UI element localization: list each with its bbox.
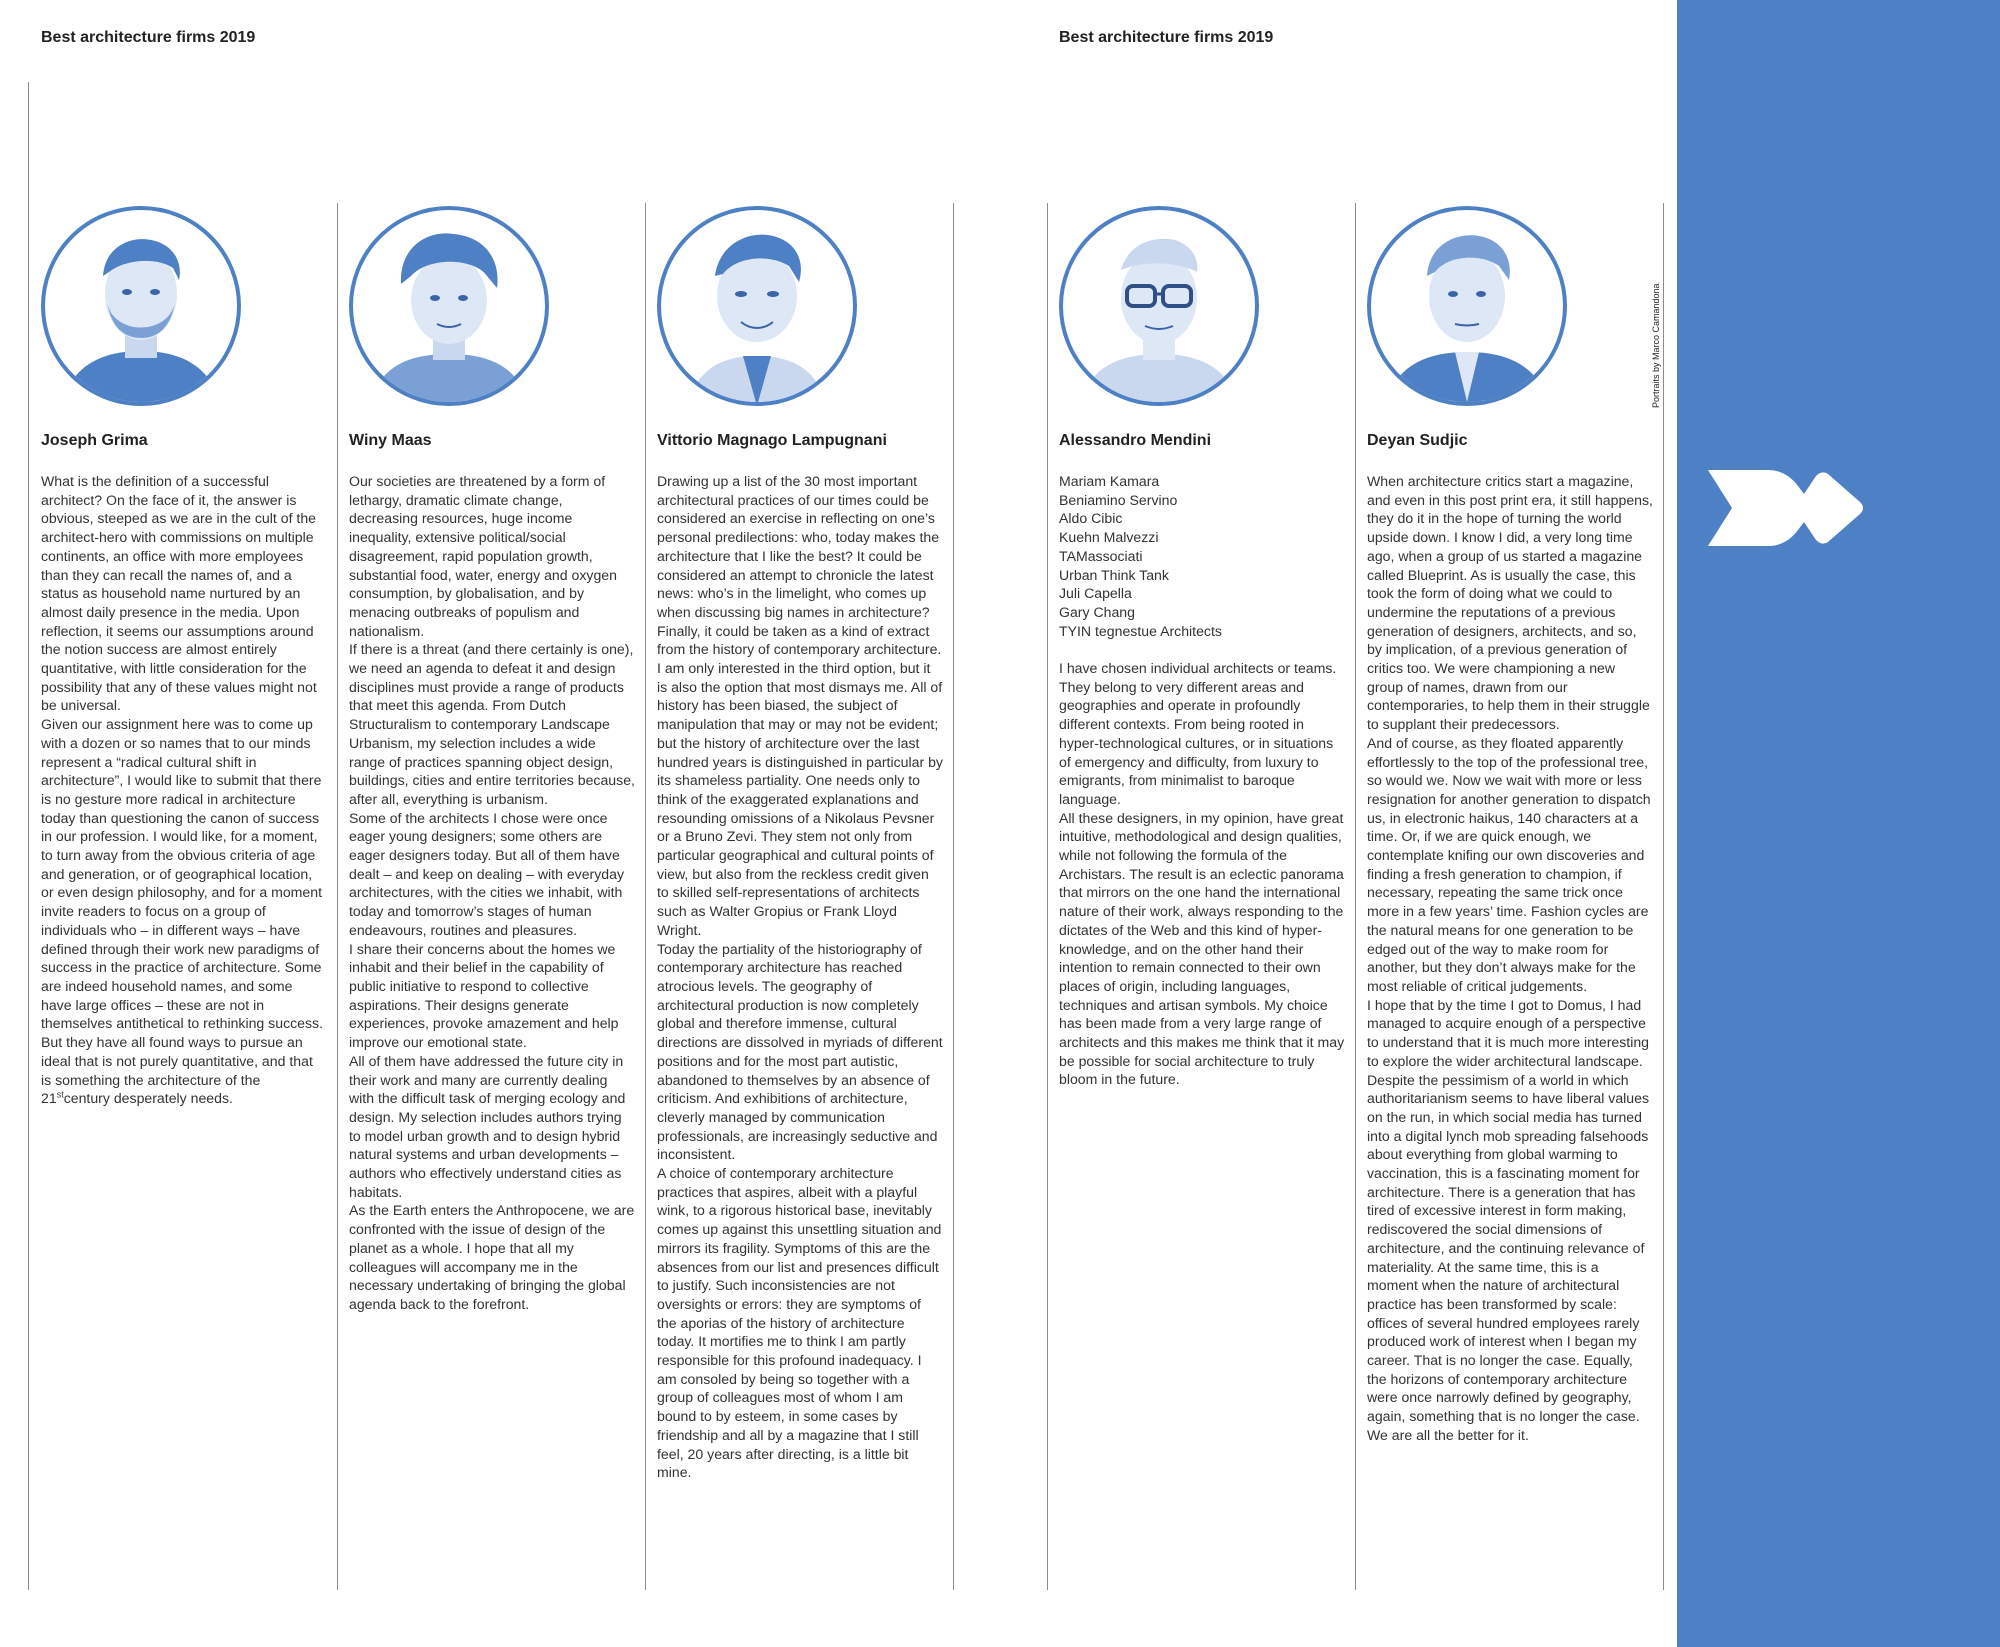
list-item: Aldo Cibic [1059,510,1123,527]
paragraph [41,715,325,1108]
portrait-illustration [41,206,241,406]
contributor-column [1367,206,1653,1445]
list-item: Beniamino Servino [1059,491,1178,508]
column-divider [1663,203,1664,1590]
contributor-name: Vittorio Magnago Lampugnani [657,432,887,449]
running-head-right: Best architecture firms 2019 [1059,29,1274,46]
portrait-illustration [657,206,857,406]
portrait-illustration [1367,206,1567,406]
ordinal-suffix: st [56,1089,64,1100]
list-item: Urban Think Tank [1059,566,1169,583]
paragraph-text: desperately needs. [113,1090,233,1107]
contributor-text [1059,472,1345,1089]
list-item: TAMassociati [1059,547,1143,564]
list-item: Mariam Kamara [1059,473,1160,489]
paragraph: And of course, as they floated apparently effortlessly to the top of the professional tree, so would we. Now we wait with more or less resignation for another generation to dispatch us, in electronic haikus, 140 characters at a time. Or, if we are quick enough, we contemplate knifing our own discoveries and finding a fresh generation to champion, if necessary, repeating the same trick once more in a few years’ time. Fashion cycles are the natural means for one generation to be edged out of the way to make room for another, but they don’t always make for the most reliable of critical judgements. [1367,734,1651,994]
list-item: Juli Capella [1059,585,1132,602]
contributor-name: Deyan Sudjic [1367,432,1468,449]
paragraph: Some of the architects I chose were once eager young designers; some others are eager designers today. But all of them have dealt – and keep on dealing – with everyday architectures, with the cities we inhabit, with today and tomorrow’s stages of human endeavours, routines and pleasures. [349,809,625,938]
contributor-column [41,206,325,1108]
arrow-right-icon[interactable] [1708,470,1864,546]
paragraph: I share their concerns about the homes we inhabit and their belief in the capability of public initiative to respond to collective aspirations. Their designs generate experiences, provoke amazement and help improve our emotional state. [349,940,619,1051]
running-head-left: Best architecture firms 2019 [41,29,256,46]
contributor-column [657,206,943,1482]
contributor-text [657,472,943,1482]
paragraph: Our societies are threatened by a form of lethargy, dramatic climate change, decreasing resources, huge income inequality, extensive political/social disagreement, rapid population growth, substantial food, water, energy and oxygen consumption, by globalisation, and by menacing outbreaks of populism and nationalism. [349,473,617,639]
paragraph: I am only interested in the third option, but it is also the option that most dismays me. All of history has been biased, the subject of manipulation that may or may not be evident; but the history of architecture over the last hundred years is distinguished in particular by its shameless partiality. One needs only to think of the exaggerated explanations and resounding omissions of a Nikolaus Pevsner or a Bruno Zevi. They stem not only from particular geographical and cultural points of view, but also from the reckless credit given to skilled self-representations of architects such as Walter Gropius or Frank Lloyd Wright. [657,660,943,938]
paragraph-text: century [63,1090,110,1107]
list-item: Gary Chang [1059,603,1135,620]
paragraph: As the Earth enters the Anthropocene, we are confronted with the issue of design of the planet as a whole. I hope that all my colleagues will accompany me in the necessary undertaking of bringing the global agenda back to the forefront. [349,1202,635,1312]
list-item: Kuehn Malvezzi [1059,529,1159,546]
portrait-illustration [349,206,549,406]
paragraph: All of them have addressed the future city in their work and many are currently dealing with the difficult task of merging ecology and design. My selection includes authors trying to model urban growth and to design hybrid natural systems and urban developments – authors who effectively understand cities as habitats. [349,1052,626,1200]
portrait-credit: Portraits by Marco Camandona [1651,283,1661,408]
paragraph-text: Given our assignment here was to come up with a dozen or so names that to our minds represent a “radical cultural shift in architecture”, I would like to submit that there is no gesture more radical in architecture today than questioning the canon of success in our profession. I would like, for a moment, to turn away from the obvious criteria of age and generation, or of geographical location, or even design philosophy, and for a moment invite readers to focus on a group of individuals who – in different ways – have defined through their work new paradigms of success in the practice of architecture. Some are indeed household names, and some have large offices – these are not in themselves antithetical to rethinking success. But they have all found ways to pursue an ideal that is not purely quantitative, and that is something the architecture of the 21 [41,716,324,1107]
column-divider [953,203,954,1590]
paragraph: I have chosen individual architects or teams. They belong to very different areas and geographies and operate in profoundly different contexts. From being rooted in hyper-technological cultures, or in situations of emergency and difficulty, from luxury to emigrants, from minimalist to baroque language. [1059,660,1337,807]
portrait-illustration [1059,206,1259,406]
paragraph: A choice of contemporary architecture practices that aspires, albeit with a playful wink, to a rigorous historical base, inevitably comes up against this unsettling situation and mirrors its fragility. Symptoms of this are the absences from our list and presences difficult to justify. Such inconsistencies are not oversights or errors: they are symptoms of the aporias of the history of architecture today. It mortifies me to think I am partly responsible for this profound inadequacy. I am consoled by being so together with a group of colleagues most of whom I am bound to by esteem, in some cases by friendship and all by a magazine that I still feel, 20 years after directing, is a little bit mine. [657,1165,942,1481]
paragraph: All these designers, in my opinion, have great intuitive, methodological and design qualities, while not following the formula of the Archistars. The result is an eclectic panorama that mirrors on the one hand the international nature of their work, always responding to the dictates of the Web and this kind of hyper-knowledge, and on the other hand their intention to remain connected to their own places of origin, including languages, techniques and artisan symbols. My choice has been made from a very large range of architects and this makes me think that it may be possible for social architecture to truly bloom in the future. [1059,809,1345,1088]
contributor-text [1367,472,1653,1445]
contributor-text [41,472,325,1108]
paragraph: If there is a threat (and there certainly is one), we need an agenda to defeat it and design disciplines must provide a range of products that meet this agenda. From Dutch Structuralism to contemporary Landscape Urbanism, my selection includes a wide range of practices spanning object design, buildings, cities and entire territories because, after all, everything is urbanism. [349,641,635,807]
paragraph: Drawing up a list of the 30 most important architectural practices of our times could be considered an exercise in reflecting on one’s personal predilections: who, today makes the architecture that I like the best? It could be considered an attempt to chronicle the latest news: who’s in the limelight, who comes up when discussing big names in architecture? Finally, it could be taken as a kind of extract from the history of contemporary architecture. [657,473,942,658]
column-divider [1047,203,1048,1590]
column-divider [645,203,646,1590]
contributor-name: Joseph Grima [41,432,148,449]
architect-list [1059,472,1345,640]
paragraph: When architecture critics start a magazine, and even in this post print era, it still happens, they do it in the hope of turning the world upside down. I know I did, a very long time ago, when a group of us started a magazine called Blueprint. As is usually the case, this took the form of doing what we could to undermine the reputations of a previous generation of designers, architects, and so, by implication, of a previous generation of critics too. We were championing a new group of names, drawn from our contemporaries, to help them in their struggle to supplant their predecessors. [1367,473,1653,733]
column-divider [337,203,338,1590]
contributor-column [349,206,635,1314]
column-divider [28,82,29,1590]
paragraph: Today the partiality of the historiography of contemporary architecture has reached atrocious levels. The geography of architectural production is now completely global and therefore immense, cultural directions are dissolved in myriads of different positions and for the most part autistic, abandoned to themselves by an absence of criticism. And exhibitions of architecture, cleverly managed by communication professionals, are increasingly seductive and inconsistent. [657,940,943,1163]
blue-sidebar [1677,0,2000,1647]
contributor-column [1059,206,1345,1089]
list-item: TYIN tegnestue Architects [1059,622,1222,639]
paragraph: I hope that by the time I got to Domus, I had managed to acquire enough of a perspective to understand that it is much more interesting to explore the wider architectural landscape. Despite the pessimism of a world in which authoritarianism seems to have liberal values on the run, in which social media has turned into a digital lynch mob spreading falsehoods about everything from global warming to vaccination, this is a fascinating moment for architecture. There is a generation that has tired of excessive interest in form making, rediscovered the social dimensions of architecture, and the continuing relevance of materiality. At the same time, this is a moment when the nature of architectural practice has been transformed by scale: offices of several hundred employees rarely produced work of interest when I began my career. That is no longer the case. Equally, the horizons of contemporary architecture were once narrowly defined by geography, again, something that is no longer the case. We are all the better for it. [1367,996,1650,1443]
contributor-name: Alessandro Mendini [1059,432,1212,449]
contributor-text [349,472,635,1314]
column-divider [1355,203,1356,1590]
contributor-name: Winy Maas [349,432,432,449]
paragraph: What is the definition of a successful architect? On the face of it, the answer is obvious, steeped as we are in the cult of the architect-hero with commissions on multiple continents, an office with more employees than they can recall the names of, and a status as household name nurtured by an almost daily presence in the media. Upon reflection, it seems our assumptions around the notion success are almost entirely quantitative, with little consideration for the possibility that any of these values might not be universal. [41,473,317,714]
